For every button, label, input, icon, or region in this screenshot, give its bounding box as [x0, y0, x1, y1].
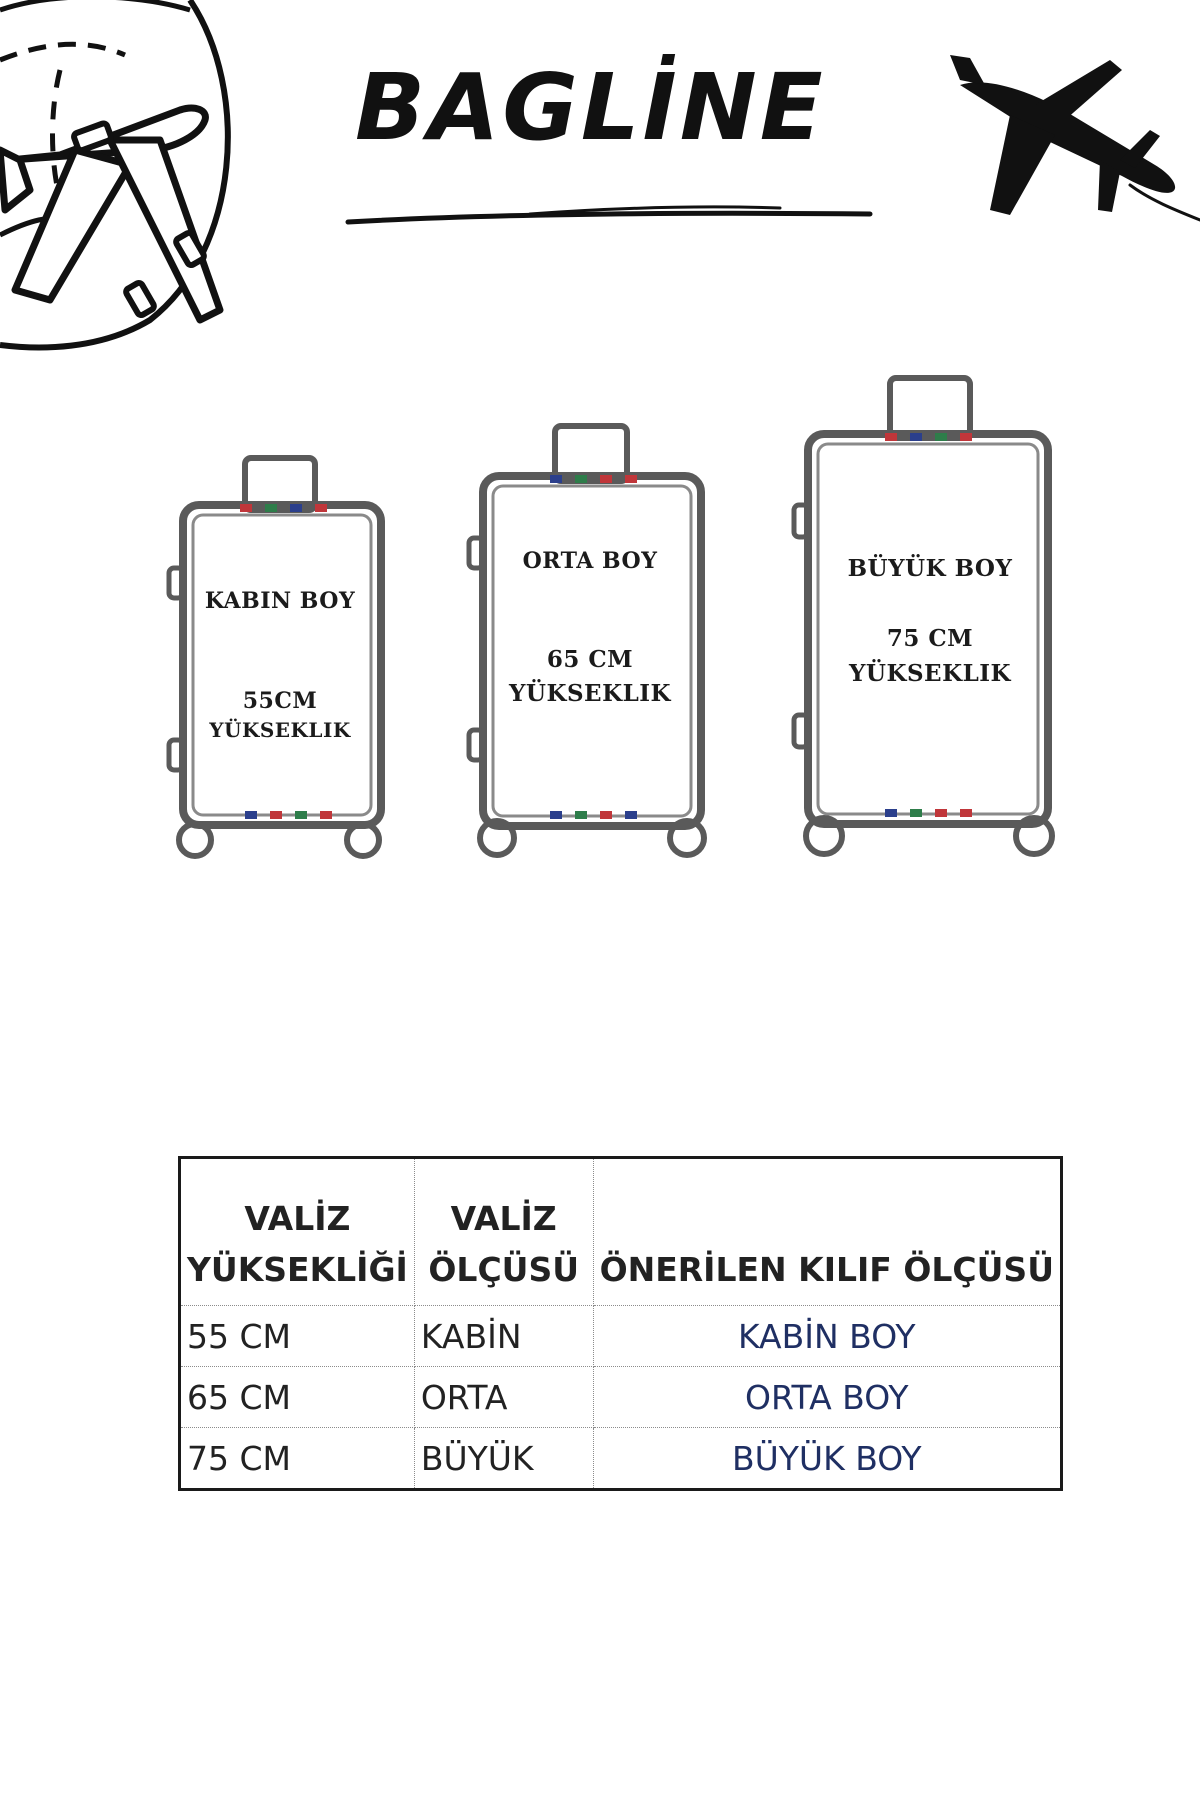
suitcase-cabin-drawing [165, 450, 395, 860]
suitcase-cabin [165, 450, 395, 860]
suitcase-large-height: 75 CM [886, 625, 974, 652]
header-suitcase-size-line2: ÖLÇÜSÜ [428, 1249, 580, 1289]
cell-recommended: ORTA BOY [593, 1367, 1061, 1428]
header-suitcase-height-line2: YÜKSEKLİĞİ [187, 1249, 408, 1289]
table-row [180, 1428, 1062, 1490]
suitcase-large-size-label: BÜYÜK BOY [847, 555, 1013, 582]
table-row [180, 1367, 1062, 1428]
cell-recommended: BÜYÜK BOY [593, 1428, 1061, 1490]
suitcase-medium-height-word: YÜKSEKLIK [508, 680, 672, 707]
globe-airplane-icon [0, 0, 240, 360]
cell-height: 55 CM [180, 1306, 415, 1367]
header-suitcase-height [180, 1158, 415, 1306]
suitcase-medium-drawing [465, 418, 715, 860]
suitcase-large-height-word: YÜKSEKLIK [848, 660, 1012, 687]
size-table [178, 1156, 1063, 1491]
cell-recommended: KABİN BOY [593, 1306, 1061, 1367]
suitcase-large [790, 370, 1070, 860]
suitcase-cabin-size-label: KABIN BOY [204, 588, 356, 614]
cell-height: 75 CM [180, 1428, 415, 1490]
suitcase-cabin-height-word: YÜKSEKLIK [209, 718, 351, 742]
header-suitcase-size [414, 1158, 593, 1306]
suitcase-medium-height: 65 CM [546, 646, 634, 673]
suitcase-medium-size-label: ORTA BOY [522, 548, 658, 574]
brand-underline [340, 200, 880, 230]
cell-size: KABİN [414, 1306, 593, 1367]
suitcase-medium [465, 418, 715, 860]
header-suitcase-height-line1: VALİZ [244, 1198, 351, 1238]
cell-height: 65 CM [180, 1367, 415, 1428]
cell-size: BÜYÜK [414, 1428, 593, 1490]
cell-size: ORTA [414, 1367, 593, 1428]
header-recommended-cover [593, 1158, 1061, 1306]
table-header-row [180, 1158, 1062, 1306]
header-suitcase-size-line1: VALİZ [450, 1198, 557, 1238]
suitcase-cabin-height: 55CM [242, 688, 318, 714]
airplane-icon [950, 50, 1200, 240]
table-row [180, 1306, 1062, 1367]
header-recommended-cover-label: ÖNERİLEN KILIF ÖLÇÜSÜ [599, 1249, 1054, 1289]
suitcase-large-drawing [790, 370, 1070, 860]
brand-title: BAGLİNE [355, 54, 826, 161]
